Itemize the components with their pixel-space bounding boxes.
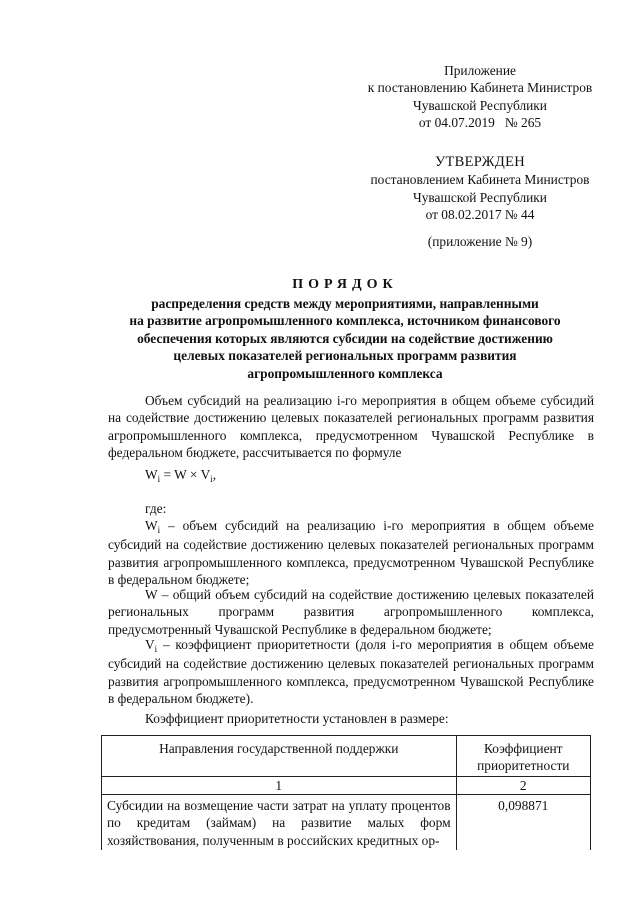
appendix-block: [350, 62, 610, 132]
annex-note: (приложение № 9): [427, 234, 533, 249]
approved-line: от 08.02.2017 № 44: [425, 207, 535, 223]
table-number-row: [102, 776, 591, 794]
appendix-line: Приложение: [444, 63, 516, 78]
formula-sub: i: [210, 474, 213, 484]
def-sub: i: [157, 525, 161, 535]
def-symbol: W: [145, 518, 158, 533]
document-title: [100, 276, 590, 382]
approved-heading: УТВЕРЖДЕН: [434, 154, 526, 170]
formula-middle: = W × V: [160, 467, 211, 482]
approved-block: [350, 154, 610, 224]
title-line: целевых показателей региональных программ развития: [173, 348, 517, 363]
table-col-number: 2: [456, 776, 590, 794]
table-header-direction: Направления государственной поддержки: [102, 736, 457, 777]
formula-tail: ,: [212, 467, 217, 482]
table-header-coef: Коэффициент приоритетности: [456, 736, 590, 777]
title-line: обеспечения которых являются субсидии на содействие достижению: [137, 330, 553, 346]
title-line: на развитие агропромышленного комплекса, источником финансового: [129, 313, 561, 328]
definition-w: W – общий объем субсидий на содействие достижению целевых показателей региональных программ развития агропромышленного комплекса, предусмотренный Чувашской Республике в федеральном бюджете;: [108, 587, 594, 637]
appendix-line: к постановлению Кабинета Министров: [367, 80, 593, 96]
formula-sub: i: [157, 474, 161, 484]
approved-line: постановлением Кабинета Министров: [370, 172, 590, 188]
title-line: агропромышленного комплекса: [247, 365, 443, 381]
where-label: где:: [145, 501, 167, 516]
coefficient-table: [101, 735, 591, 850]
approved-line: Чувашской Республики: [413, 189, 547, 205]
definition-vi: [108, 636, 594, 708]
def-text: – коэффициент приоритетности (доля i-го мероприятия в общем объеме субсидий на содействие достижению целевых показателей региональных программ развития агропромышленного комплекса, предусмотренном Чувашской Республике в федеральном бюджете).: [108, 637, 594, 707]
coef-intro: Коэффициент приоритетности установлен в размере:: [145, 711, 449, 726]
table-row: [102, 794, 591, 850]
table-header-row: [102, 736, 591, 777]
def-sub: i: [154, 644, 158, 654]
table-cell-coef: 0,098871: [456, 794, 590, 850]
intro-paragraph: Объем субсидий на реализацию i-го мероприятия в общем объеме субсидий на содействие достижению целевых показателей региональных программ развития агропромышленного комплекса, предусмотренном Чувашской Республике в федеральном бюджете, рассчитывается по формуле: [108, 393, 594, 461]
table-cell-direction: Субсидии на возмещение части затрат на уплату процентов по кредитам (займам) на развитие малых форм хозяйствования, полученным в российских кредитных ор-: [102, 794, 457, 850]
definition-wi: [108, 517, 594, 589]
title-main: ПОРЯДОК: [292, 277, 398, 292]
def-text: – объем субсидий на реализацию i-го мероприятия в общем объеме субсидий на содействие достижению целевых показателей региональных программ развития агропромышленного комплекса, предусмотренном Чувашской Республике в федеральном бюджете;: [108, 518, 594, 588]
formula-w: W: [145, 467, 158, 482]
appendix-line: от 04.07.2019 № 265: [418, 115, 542, 131]
appendix-line: Чувашской Республики: [413, 97, 547, 113]
table-col-number: 1: [102, 776, 457, 794]
title-line: распределения средств между мероприятиями, направленными: [151, 295, 539, 311]
def-symbol: V: [145, 637, 155, 652]
formula: [145, 466, 631, 485]
